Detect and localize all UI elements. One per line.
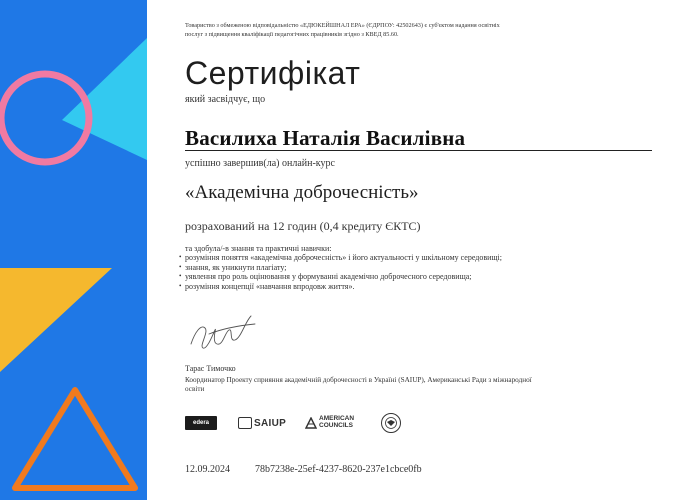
american-councils-line1: AMERICAN [319, 415, 355, 423]
course-name: «Академічна доброчесність» [185, 182, 419, 203]
yellow-triangle [0, 268, 112, 372]
american-councils-text [319, 416, 354, 430]
saiup-logo [238, 414, 286, 432]
skill-item: • знання, як уникнути плагіату; [179, 263, 502, 273]
signer-title: Координатор Проекту сприяння академічній доброчесності в Україні (SAIUP), Американські Ради з міжнародної освіти [185, 376, 532, 393]
saiup-mark-icon [238, 417, 252, 429]
american-councils-line2: COUNCILS [319, 422, 353, 429]
skill-item: • уявлення про роль оцінювання у формуванні академічно доброчесного середовища; [179, 272, 502, 282]
skills-list [179, 253, 502, 291]
us-seal-logo [381, 413, 401, 433]
completed-text: успішно завершив(ла) онлайн-курс [185, 158, 335, 169]
course-hours: розрахований на 12 годин (0,4 кредиту ЄКТС) [185, 219, 421, 233]
saiup-logo-text: SAIUP [254, 417, 287, 429]
issue-date: 12.09.2024 [185, 464, 230, 475]
american-councils-mark-icon [305, 417, 317, 429]
organization-header: Товариство з обмеженою відповідальністю «ЕДЮКЕЙШНАЛ ЕРА» (ЄДРПОУ: 42502643) є суб'єктом надання освітніх послуг з підвищення кваліфікації педагогічних працівників згідно з КВЕД 85.60. [185, 22, 500, 38]
skill-item: • розуміння концепції «навчання впродовж життя». [179, 282, 502, 292]
eagle-seal-icon [384, 416, 398, 430]
signature [185, 304, 265, 359]
edera-logo: edera [185, 416, 217, 430]
american-councils-logo [305, 414, 354, 432]
skill-item: • розуміння поняття «академічна доброчесність» і його актуальності у шкільному середовищі; [179, 253, 502, 263]
orange-outline-triangle [15, 390, 135, 488]
skills-intro: та здобула/-в знання та практичні навички: [185, 244, 332, 253]
certificate-subtitle: який засвідчує, що [185, 94, 266, 105]
signature-scribble [185, 304, 265, 354]
name-underline [185, 150, 652, 151]
signer-name: Тарас Тимочко [185, 364, 236, 373]
certificate-title: Сертифікат [185, 55, 361, 91]
decorative-stripe [0, 0, 147, 500]
decorative-shapes [0, 0, 147, 500]
certificate-id: 78b7238e-25ef-4237-8620-237e1cbce0fb [255, 464, 422, 475]
cyan-triangle [62, 38, 147, 160]
recipient-name: Василиха Наталія Василівна [185, 126, 466, 150]
